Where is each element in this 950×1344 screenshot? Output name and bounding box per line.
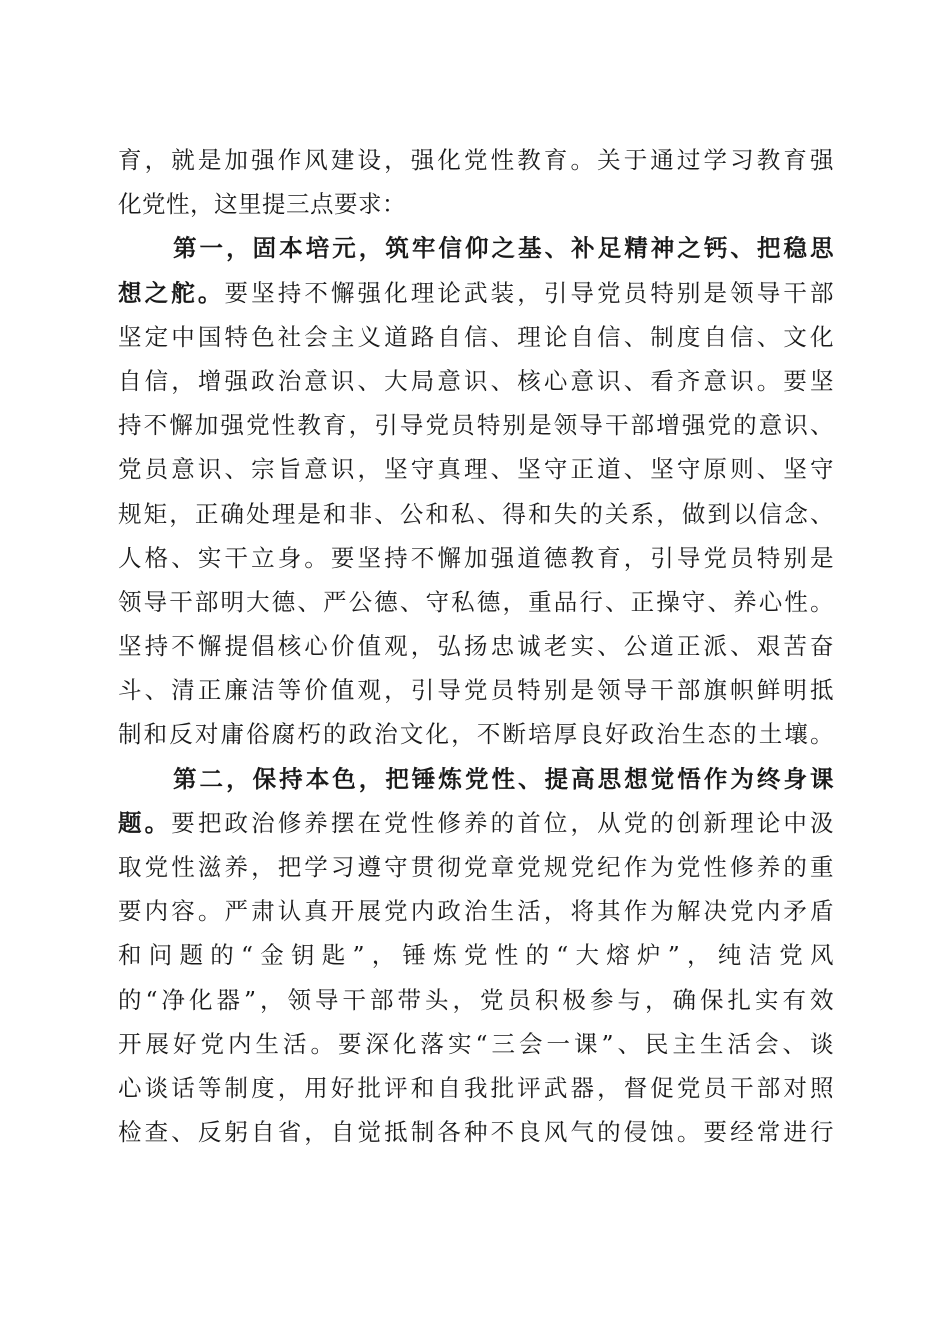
bold-heading: 想之舵。 — [118, 278, 225, 307]
text-line: 化党性，这里提三点要求： — [118, 190, 406, 219]
text-line: 规矩，正确处理是和非、公和私、得和失的关系，做到以信念、 — [118, 499, 834, 528]
text-line: 斗、清正廉洁等价值观，引导党员特别是领导干部旗帜鲜明抵 — [118, 676, 834, 705]
heading-line — [118, 226, 834, 270]
text-line: 心谈话等制度，用好批评和自我批评武器，督促党员干部对照 — [118, 1073, 834, 1102]
text-line: 育，就是加强作风建设，强化党性教育。关于通过学习教育强 — [118, 146, 834, 174]
text-line: 坚持不懈提倡核心价值观，弘扬忠诚老实、公道正派、艰苦奋 — [118, 632, 834, 661]
text-line: 的“净化器”，领导干部带头，党员积极参与，确保扎实有效 — [118, 985, 834, 1014]
bold-heading: 第二，保持本色，把锤炼党性、提高思想觉悟作为终身课 — [173, 764, 834, 793]
text-line: 领导干部明大德、严公德、守私德，重品行、正操守、养心性。 — [118, 587, 834, 616]
text-line: 题。要把政治修养摆在党性修养的首位，从党的创新理论中汲 — [118, 808, 835, 837]
text-line: 人格、实干立身。要坚持不懈加强道德教育，引导党员特别是 — [118, 543, 834, 572]
text-line: 取党性滋养，把学习遵守贯彻党章党规党纪作为党性修养的重 — [118, 853, 834, 881]
text-line: 坚定中国特色社会主义道路自信、理论自信、制度自信、文化 — [118, 322, 834, 351]
text-line: 开展好党内生活。要深化落实“三会一课”、民主生活会、谈 — [118, 1029, 834, 1058]
bold-heading: 第一，固本培元，筑牢信仰之基、补足精神之钙、把稳思 — [173, 234, 834, 263]
text-line: 党员意识、宗旨意识，坚守真理、坚守正道、坚守原则、坚守 — [118, 455, 834, 484]
text-line: 自信，增强政治意识、大局意识、核心意识、看齐意识。要坚 — [118, 366, 834, 395]
text-line: 想之舵。要坚持不懈强化理论武装，引导党员特别是领导干部 — [118, 278, 835, 307]
bold-heading: 题。 — [118, 808, 172, 837]
text-line: 制和反对庸俗腐朽的政治文化，不断培厚良好政治生态的土壤。 — [118, 720, 834, 749]
text-line: 和问题的“金钥匙”，锤炼党性的“大熔炉”，纯洁党风 — [118, 941, 834, 970]
text-line: 要内容。严肃认真开展党内政治生活，将其作为解决党内矛盾 — [118, 897, 834, 926]
body-text — [118, 138, 834, 1154]
heading-line — [118, 757, 834, 801]
text-line: 检查、反躬自省，自觉抵制各种不良风气的侵蚀。要经常进行 — [118, 1118, 834, 1147]
text-line: 持不懈加强党性教育，引导党员特别是领导干部增强党的意识、 — [118, 411, 834, 440]
